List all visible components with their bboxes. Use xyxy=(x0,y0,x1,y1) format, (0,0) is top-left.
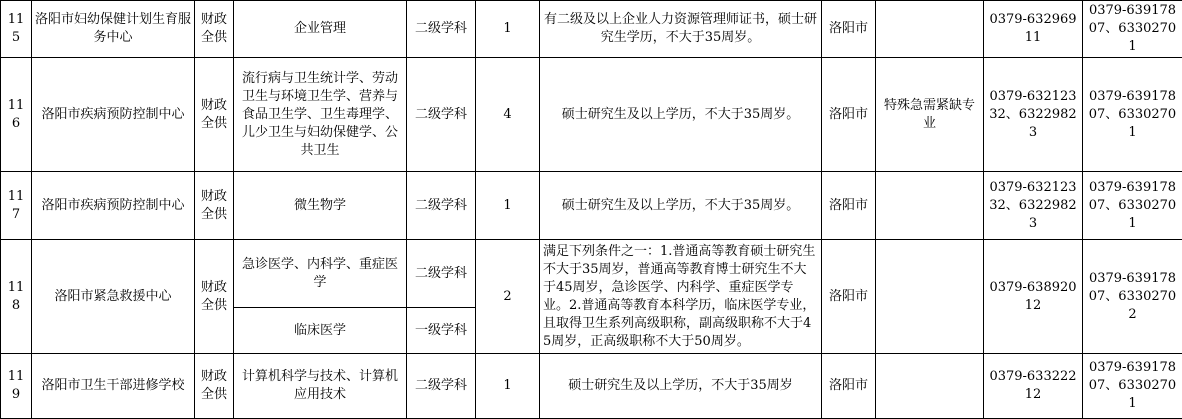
major: 微生物学 xyxy=(234,172,407,240)
funding-type: 财政全供 xyxy=(195,354,234,419)
discipline-level: 二级学科 xyxy=(407,354,476,419)
unit-name: 洛阳市紧急救援中心 xyxy=(32,240,195,354)
row-number: 118 xyxy=(1,240,32,354)
requirements: 有二级及以上企业人力资源管理师证书，硕士研究生学历，不大于35周岁。 xyxy=(540,1,822,58)
funding-type: 财政全供 xyxy=(195,58,234,172)
location: 洛阳市 xyxy=(822,58,876,172)
table-row xyxy=(1,58,1182,172)
note xyxy=(876,1,984,58)
discipline-level: 二级学科 xyxy=(407,240,476,308)
phone-primary: 0379-63212332、63229823 xyxy=(984,172,1083,240)
major: 流行病与卫生统计学、劳动卫生与环境卫生学、营养与食品卫生学、卫生毒理学、儿少卫生与妇幼保健学、公共卫生 xyxy=(234,58,407,172)
note xyxy=(876,240,984,354)
unit-name: 洛阳市疾病预防控制中心 xyxy=(32,58,195,172)
funding-type: 财政全供 xyxy=(195,240,234,354)
discipline-level: 二级学科 xyxy=(407,172,476,240)
major: 计算机科学与技术、计算机应用技术 xyxy=(234,354,407,419)
unit-name: 洛阳市妇幼保健计划生育服务中心 xyxy=(32,1,195,58)
discipline-level: 一级学科 xyxy=(407,308,476,354)
row-number: 117 xyxy=(1,172,32,240)
table-row xyxy=(1,172,1182,240)
table-row xyxy=(1,240,1182,308)
hire-count: 1 xyxy=(476,172,540,240)
requirements: 硕士研究生及以上学历，不大于35周岁。 xyxy=(540,172,822,240)
requirements: 满足下列条件之一：1.普通高等教育硕士研究生不大于35周岁，普通高等教育博士研究生不大于45周岁，急诊医学、内科学、重症医学专业。2.普通高等教育本科学历，临床医学专业，且取得卫生系列高级职称，副高级职称不大于45周岁，正高级职称不大于50周岁。 xyxy=(540,240,822,354)
unit-name: 洛阳市疾病预防控制中心 xyxy=(32,172,195,240)
note: 特殊急需紧缺专业 xyxy=(876,58,984,172)
phone-secondary: 0379-63917807、63302701 xyxy=(1083,172,1182,240)
location: 洛阳市 xyxy=(822,354,876,419)
note xyxy=(876,172,984,240)
discipline-level: 二级学科 xyxy=(407,1,476,58)
phone-secondary: 0379-63917807、63302702 xyxy=(1083,240,1182,354)
phone-primary: 0379-63296911 xyxy=(984,1,1083,58)
phone-secondary: 0379-63917807、63302701 xyxy=(1083,1,1182,58)
unit-name: 洛阳市卫生干部进修学校 xyxy=(32,354,195,419)
funding-type: 财政全供 xyxy=(195,172,234,240)
phone-secondary: 0379-63917807、63302701 xyxy=(1083,354,1182,419)
phone-secondary: 0379-63917807、63302701 xyxy=(1083,58,1182,172)
location: 洛阳市 xyxy=(822,172,876,240)
note xyxy=(876,354,984,419)
table-row xyxy=(1,354,1182,419)
row-number: 115 xyxy=(1,1,32,58)
hire-count: 4 xyxy=(476,58,540,172)
hire-count: 1 xyxy=(476,1,540,58)
table-row xyxy=(1,1,1182,58)
row-number: 119 xyxy=(1,354,32,419)
phone-primary: 0379-63322212 xyxy=(984,354,1083,419)
location: 洛阳市 xyxy=(822,1,876,58)
major: 企业管理 xyxy=(234,1,407,58)
requirements: 硕士研究生及以上学历，不大于35周岁 xyxy=(540,354,822,419)
requirements: 硕士研究生及以上学历，不大于35周岁。 xyxy=(540,58,822,172)
phone-primary: 0379-63892012 xyxy=(984,240,1083,354)
discipline-level: 二级学科 xyxy=(407,58,476,172)
major: 急诊医学、内科学、重症医学 xyxy=(234,240,407,308)
row-number: 116 xyxy=(1,58,32,172)
major: 临床医学 xyxy=(234,308,407,354)
location: 洛阳市 xyxy=(822,240,876,354)
hire-count: 1 xyxy=(476,354,540,419)
phone-primary: 0379-63212332、63229823 xyxy=(984,58,1083,172)
hire-count: 2 xyxy=(476,240,540,354)
funding-type: 财政全供 xyxy=(195,1,234,58)
